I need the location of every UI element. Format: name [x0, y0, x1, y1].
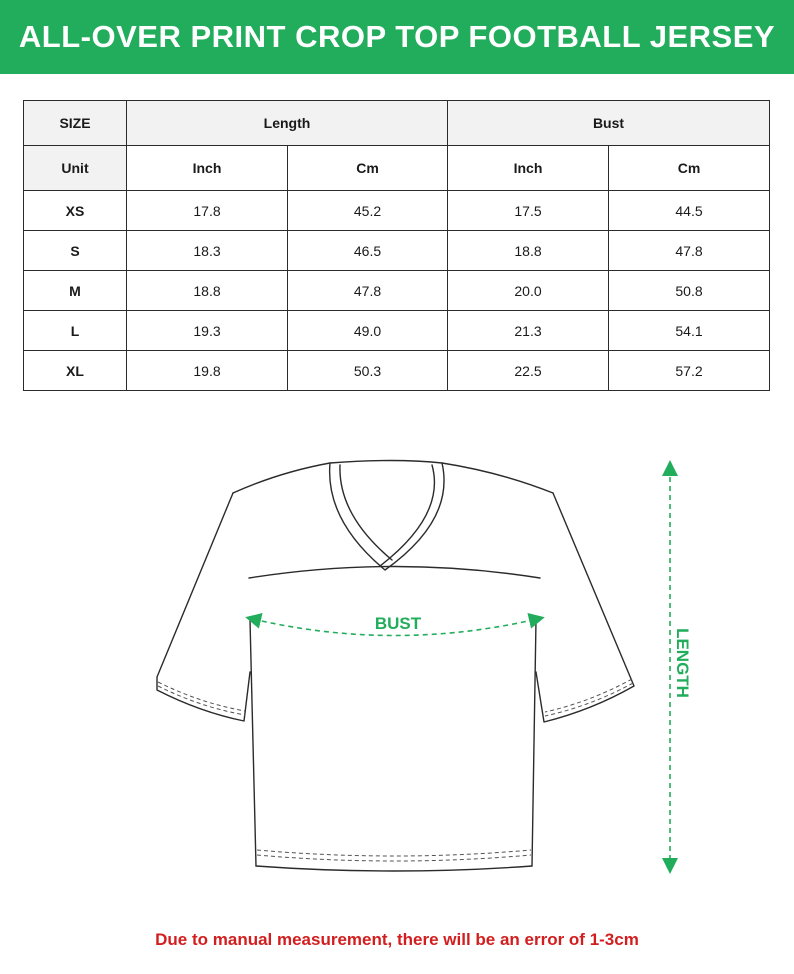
bust-inch-header: Inch — [448, 146, 609, 191]
table-unit-row — [24, 146, 770, 191]
size-chart-table — [23, 100, 770, 391]
length-inch-cell: 17.8 — [127, 191, 288, 231]
length-cm-header: Cm — [288, 146, 448, 191]
size-cell: M — [24, 271, 127, 311]
table-header-row — [24, 101, 770, 146]
bust-inch-cell: 18.8 — [448, 231, 609, 271]
length-inch-cell: 18.8 — [127, 271, 288, 311]
table-row — [24, 351, 770, 391]
jersey-outline — [157, 461, 634, 872]
length-cm-cell: 47.8 — [288, 271, 448, 311]
length-inch-cell: 19.8 — [127, 351, 288, 391]
bust-inch-cell: 17.5 — [448, 191, 609, 231]
size-cell: XL — [24, 351, 127, 391]
measurement-note: Due to manual measurement, there will be an error of 1-3cm — [155, 930, 639, 949]
bust-cm-cell: 54.1 — [609, 311, 770, 351]
size-header: SIZE — [24, 101, 127, 146]
length-inch-cell: 18.3 — [127, 231, 288, 271]
table-row — [24, 311, 770, 351]
size-cell: S — [24, 231, 127, 271]
table-row — [24, 191, 770, 231]
bust-cm-header: Cm — [609, 146, 770, 191]
stitch-lines — [158, 679, 633, 861]
length-inch-cell: 19.3 — [127, 311, 288, 351]
table-row — [24, 271, 770, 311]
bust-cm-cell: 44.5 — [609, 191, 770, 231]
length-cm-cell: 46.5 — [288, 231, 448, 271]
bust-cm-cell: 50.8 — [609, 271, 770, 311]
size-cell: XS — [24, 191, 127, 231]
bust-cm-cell: 47.8 — [609, 231, 770, 271]
bust-inch-cell: 21.3 — [448, 311, 609, 351]
length-inch-header: Inch — [127, 146, 288, 191]
bust-inch-cell: 22.5 — [448, 351, 609, 391]
length-label: LENGTH — [673, 628, 692, 698]
size-cell: L — [24, 311, 127, 351]
unit-header: Unit — [24, 146, 127, 191]
jersey-illustration — [0, 420, 794, 900]
page-title: ALL-OVER PRINT CROP TOP FOOTBALL JERSEY — [18, 19, 776, 54]
bust-label: BUST — [374, 614, 422, 633]
length-header: Length — [127, 101, 448, 146]
page-title-banner — [0, 0, 794, 74]
length-cm-cell: 49.0 — [288, 311, 448, 351]
bust-cm-cell: 57.2 — [609, 351, 770, 391]
table-row — [24, 231, 770, 271]
length-cm-cell: 50.3 — [288, 351, 448, 391]
length-cm-cell: 45.2 — [288, 191, 448, 231]
bust-header: Bust — [448, 101, 770, 146]
bust-inch-cell: 20.0 — [448, 271, 609, 311]
